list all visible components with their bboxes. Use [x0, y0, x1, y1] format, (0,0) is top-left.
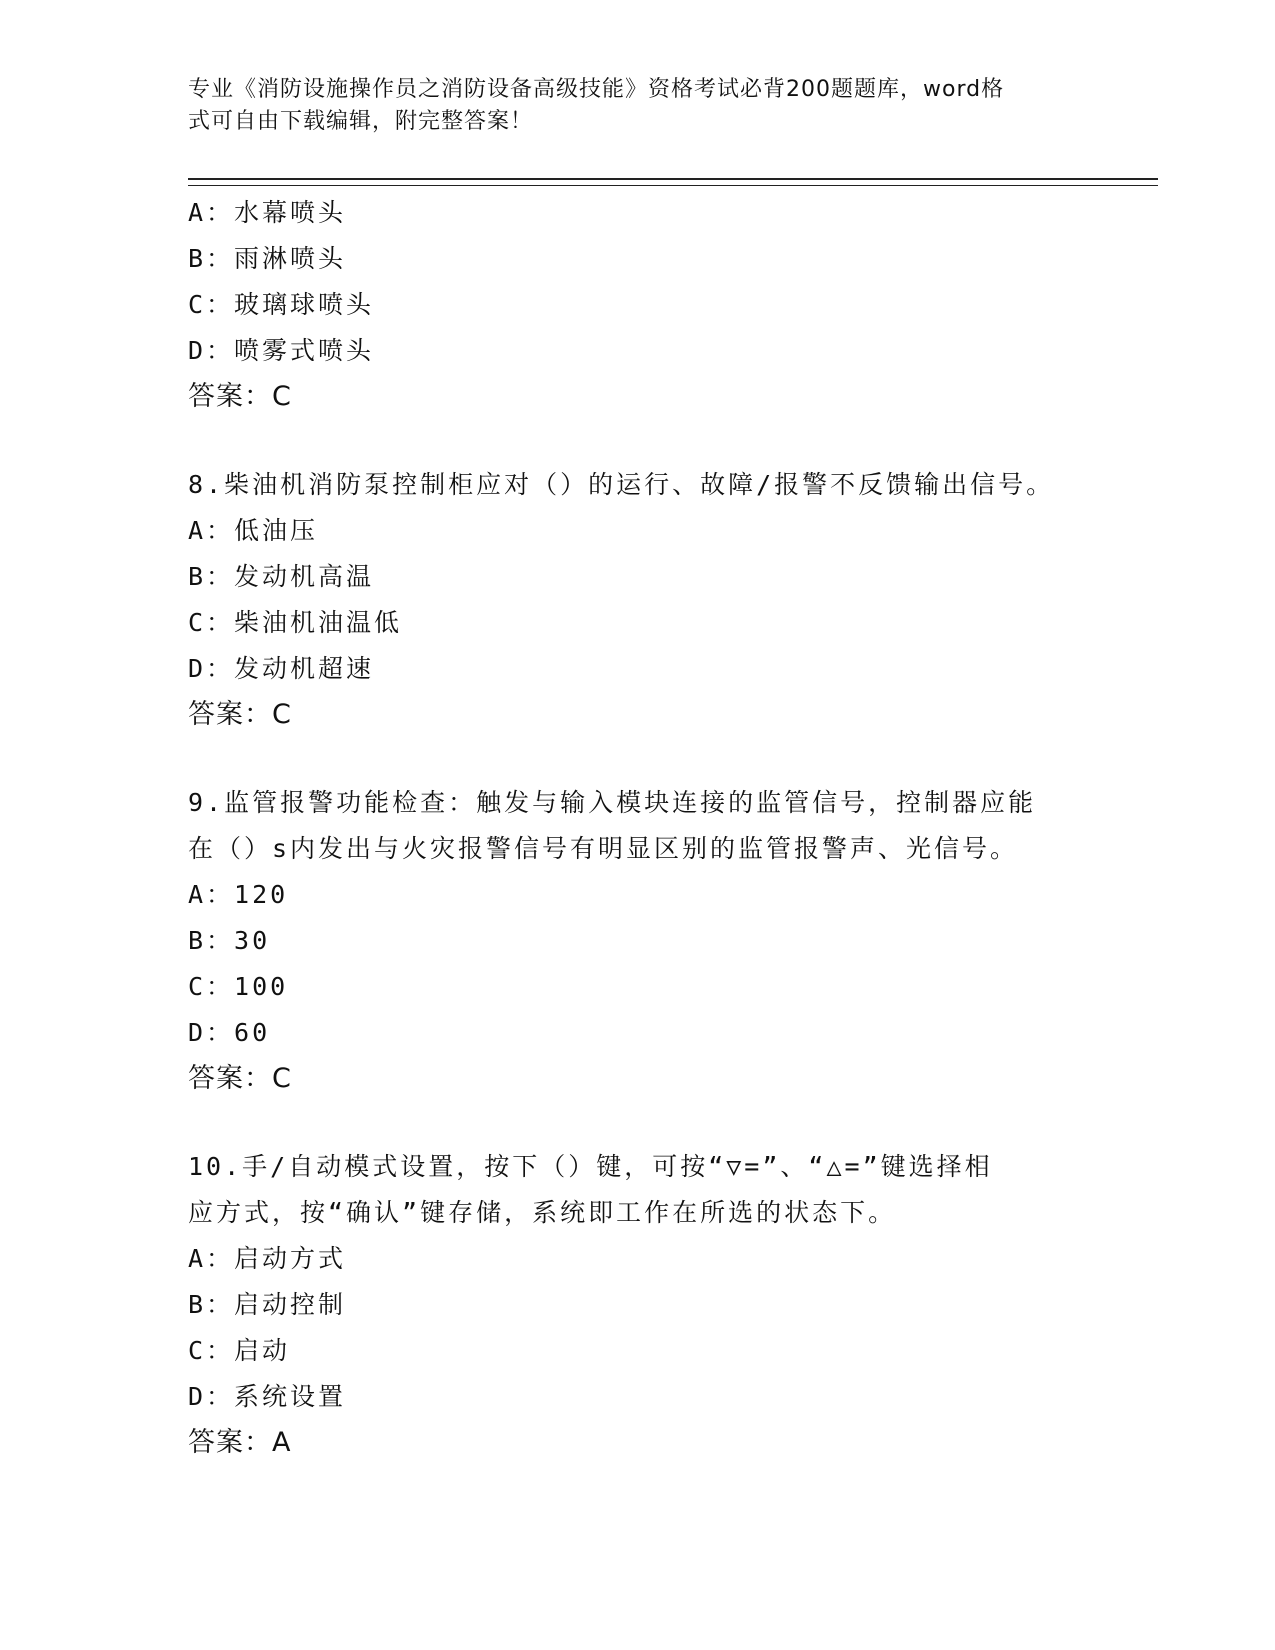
question-stem: 9.监管报警功能检查：触发与输入模块连接的监管信号，控制器应能: [188, 788, 1037, 817]
answer-line: 答案：A: [188, 1427, 292, 1458]
option-b: B：启动控制: [188, 1290, 347, 1319]
question-8: [188, 462, 1088, 738]
document-header: [188, 74, 1068, 138]
option-c: C：100: [188, 972, 289, 1001]
option-d: D：发动机超速: [188, 654, 375, 683]
spacer: [188, 738, 1088, 780]
option-a: A：120: [188, 880, 289, 909]
answer-line: 答案：C: [188, 1063, 292, 1094]
spacer: [188, 1102, 1088, 1144]
header-divider: [188, 178, 1158, 186]
spacer: [188, 420, 1088, 462]
option-b: B：发动机高温: [188, 562, 375, 591]
answer-line: 答案：C: [188, 381, 292, 412]
question-list: [188, 190, 1088, 1466]
question-7-continued: [188, 190, 1088, 420]
option-a: A：水幕喷头: [188, 198, 347, 227]
question-stem-continued: 在（）s内发出与火灾报警信号有明显区别的监管报警声、光信号。: [188, 834, 1019, 863]
option-a: A：低油压: [188, 516, 319, 545]
option-d: D：系统设置: [188, 1382, 347, 1411]
option-b: B：30: [188, 926, 271, 955]
header-line-1: 专业《消防设施操作员之消防设备高级技能》资格考试必背200题题库，word格: [188, 77, 1005, 102]
question-10: [188, 1144, 1088, 1466]
option-c: C：启动: [188, 1336, 291, 1365]
question-stem: 8.柴油机消防泵控制柜应对（）的运行、故障/报警不反馈输出信号。: [188, 470, 1055, 499]
option-d: D：60: [188, 1018, 271, 1047]
option-c: C：玻璃球喷头: [188, 290, 375, 319]
option-c: C：柴油机油温低: [188, 608, 403, 637]
answer-line: 答案：C: [188, 699, 292, 730]
option-d: D：喷雾式喷头: [188, 336, 375, 365]
question-stem: 10.手/自动模式设置，按下（）键，可按“▽=”、“△=”键选择相: [188, 1152, 993, 1181]
header-line-2: 式可自由下载编辑，附完整答案！: [188, 109, 534, 134]
question-stem-continued: 应方式，按“确认”键存储，系统即工作在所选的状态下。: [188, 1198, 897, 1227]
option-b: B：雨淋喷头: [188, 244, 347, 273]
question-9: [188, 780, 1088, 1102]
option-a: A：启动方式: [188, 1244, 347, 1273]
